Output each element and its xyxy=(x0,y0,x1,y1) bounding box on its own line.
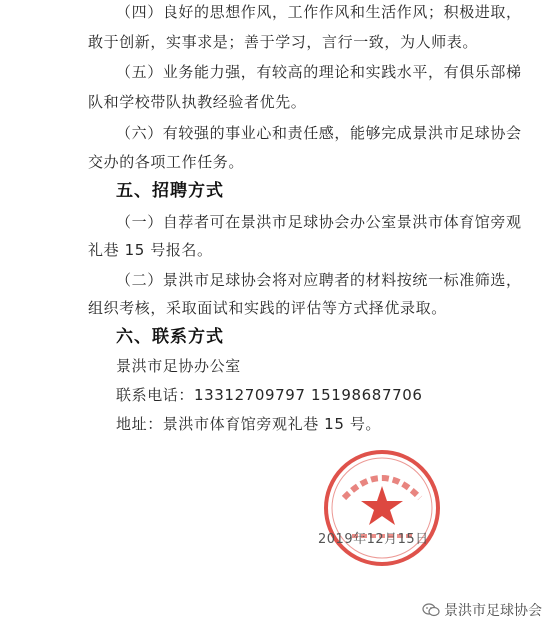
text-line: （四）良好的思想作风，工作作风和生活作风；积极进取， xyxy=(116,3,522,21)
section-heading-contact: 六、联系方式 xyxy=(116,327,224,347)
text-line: 交办的各项工作任务。 xyxy=(88,153,245,171)
text-line: （五）业务能力强，有较高的理论和实践水平，有俱乐部梯 xyxy=(116,63,522,81)
text-line: 组织考核，采取面试和实践的评估等方式择优录取。 xyxy=(88,299,447,317)
section-heading-recruitment-method: 五、招聘方式 xyxy=(116,181,224,201)
text-line: （六）有较强的事业心和责任感，能够完成景洪市足球协会 xyxy=(116,124,522,142)
text-line: 敢于创新，实事求是；善于学习，言行一致，为人师表。 xyxy=(88,33,479,51)
seal-date: 2019年12月15日 xyxy=(318,532,429,547)
text-line: 礼巷 15 号报名。 xyxy=(88,241,213,259)
contact-address: 地址：景洪市体育馆旁观礼巷 15 号。 xyxy=(116,415,382,433)
wechat-watermark xyxy=(422,600,542,620)
text-line: （二）景洪市足球协会将对应聘者的材料按统一标准筛选， xyxy=(116,271,522,289)
office-name: 景洪市足协办公室 xyxy=(116,357,241,375)
official-seal-icon xyxy=(322,448,442,568)
contact-phone: 联系电话：13312709797 15198687706 xyxy=(116,386,423,404)
wechat-icon xyxy=(422,603,440,617)
text-line: 队和学校带队执教经验者优先。 xyxy=(88,93,307,111)
text-line: （一）自荐者可在景洪市足球协会办公室景洪市体育馆旁观 xyxy=(116,213,522,231)
watermark-label: 景洪市足球协会 xyxy=(444,603,542,619)
